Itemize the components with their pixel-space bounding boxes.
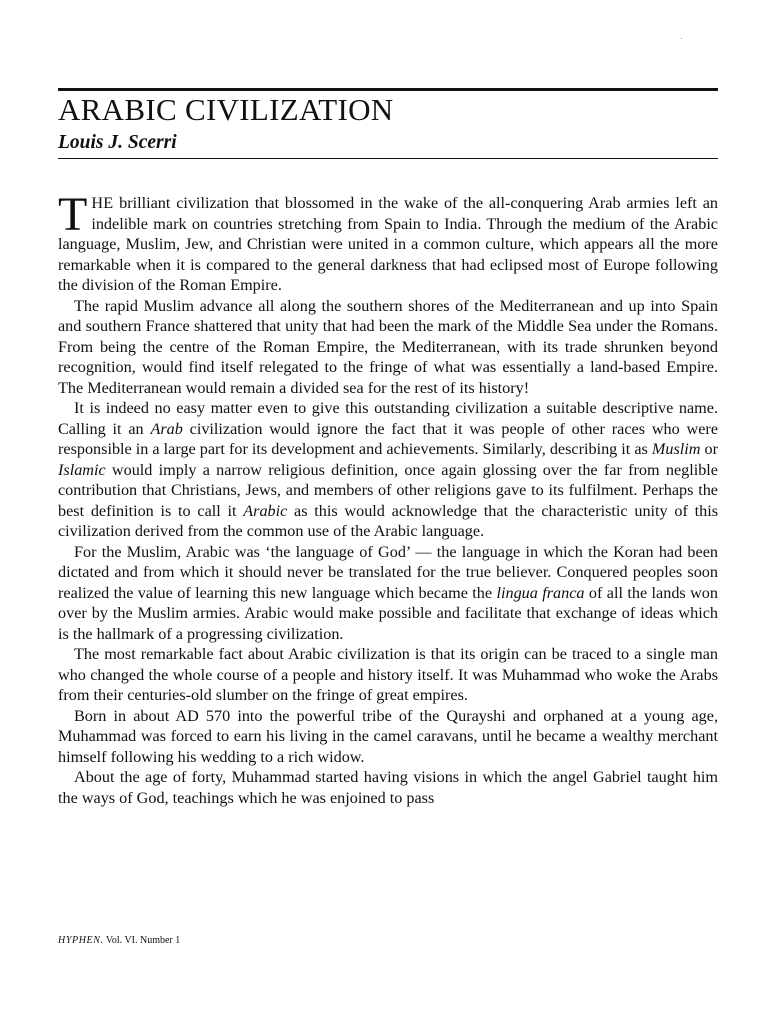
header-rule-thick bbox=[58, 88, 718, 91]
paragraph-1 bbox=[58, 188, 718, 296]
p3-italic-arab: Arab bbox=[150, 419, 183, 438]
p4-text-a: For the Muslim, Arabic was ‘the language of God’ — the language in which the Koran had been dictated and from which it should never be translated for the true believer. Conquered peoples soon realized the value of learning this new language which became the bbox=[58, 542, 718, 602]
p3-italic-islamic: Islamic bbox=[58, 460, 106, 479]
article-title: ARABIC CIVILIZATION bbox=[58, 92, 394, 127]
first-word: HE bbox=[91, 194, 114, 212]
header-rule-thin bbox=[58, 158, 718, 159]
p4-text-b: of all the lands won over by the Muslim armies. Arabic would make possible and facilitate that exchange of ideas which is the hallmark of a progressing civilization. bbox=[58, 583, 718, 643]
paragraph-1-text: brilliant civilization that blossomed in the wake of the all-conquering Arab armies left an indelible mark on countries stretching from Spain to India. Through the medium of the Arabic language, Muslim, Jew, and Christian were united in a common culture, which appears all the more remarkable when it is compared to the general darkness that had eclipsed most of Europe following the division of the Roman Empire. bbox=[58, 194, 718, 294]
scan-speck bbox=[681, 38, 682, 39]
article-body bbox=[58, 188, 719, 808]
footer-volume: Vol. VI. Number 1 bbox=[103, 935, 181, 946]
drop-cap: T bbox=[58, 188, 88, 241]
paragraph-6: Born in about AD 570 into the powerful tribe of the Qurayshi and orphaned at a young age, Muhammad was forced to earn his living in the camel caravans, until he became a wealthy merchant himself following his wedding to a rich widow. bbox=[58, 706, 718, 766]
page-footer bbox=[58, 935, 180, 947]
paragraph-5: The most remarkable fact about Arabic civilization is that its origin can be traced to a single man who changed the whole course of a people and history itself. It was Muhammad who woke the Arabs from their centuries-old slumber on the fringe of great empires. bbox=[58, 645, 718, 704]
p3-text-a: It is indeed no easy matter even to give this outstanding civilization a suitable descriptive name. Calling it an bbox=[58, 399, 718, 438]
p3-italic-arabic: Arabic bbox=[243, 501, 288, 520]
paragraph-4 bbox=[58, 542, 718, 645]
article-author: Louis J. Scerri bbox=[58, 132, 177, 153]
p3-italic-muslim: Muslim bbox=[651, 440, 701, 458]
p3-text-b: civilization would ignore the fact that it was people of other races who were responsible in a large part for its development and achievements. Similarly, describing it as bbox=[58, 419, 719, 458]
p3-text-e: as this would acknowledge that the characteristic unity of this civilization derived from the common use of the Arabic language. bbox=[58, 501, 718, 540]
p4-italic-lingua-franca: lingua franca bbox=[496, 583, 585, 602]
document-page bbox=[58, 0, 718, 1024]
paragraph-7: About the age of forty, Muhammad started having visions in which the angel Gabriel taught him the ways of God, teachings which he was enjoined to pass bbox=[58, 768, 718, 807]
p3-text-c: or bbox=[700, 440, 718, 458]
footer-journal: HYPHEN. bbox=[58, 935, 104, 946]
p3-text-d: would imply a narrow religious definition, once again glossing over the far from neglible contribution that Christians, Jews, and members of other religions gave to its fulfilment. Perhaps the best definition is to call it bbox=[58, 460, 718, 520]
paragraph-2: The rapid Muslim advance all along the southern shores of the Mediterranean and up into Spain and southern France shattered that unity that had been the mark of the Middle Sea under the Romans. From being the centre of the Roman Empire, the Mediterranean, with its trade shrunken beyond recognition, would find itself relegated to the fringe of what was essentially a land-based Empire. The Mediterranean would remain a divided sea for the rest of its history! bbox=[58, 296, 718, 397]
paragraph-3 bbox=[58, 398, 718, 542]
